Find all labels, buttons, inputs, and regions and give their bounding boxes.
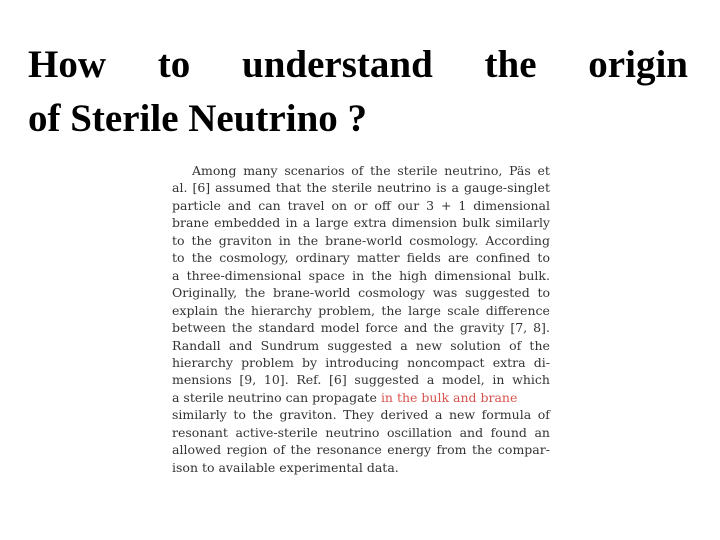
excerpt-word: brane-world	[273, 285, 351, 301]
excerpt-word: [9,	[239, 372, 257, 388]
excerpt-word: force	[365, 320, 398, 336]
excerpt-word: oscillation	[387, 424, 453, 440]
excerpt-line: ison to available experimental data.	[172, 459, 399, 475]
excerpt-word: 3	[426, 197, 435, 213]
excerpt-word: problem,	[318, 302, 376, 318]
excerpt-word: three-dimensional	[186, 267, 302, 283]
excerpt-word: sterile	[331, 180, 373, 196]
slide-title	[28, 38, 688, 146]
excerpt-word: Among	[192, 163, 237, 178]
excerpt-word: region	[226, 442, 268, 458]
excerpt-word: travel	[287, 197, 325, 213]
excerpt-word: 8].	[533, 320, 550, 336]
excerpt-word: off	[374, 197, 391, 213]
excerpt-line	[172, 302, 550, 319]
excerpt-word: the	[224, 302, 245, 318]
excerpt-word: on	[331, 197, 348, 213]
excerpt-word: to	[537, 285, 550, 301]
excerpt-word: the	[290, 442, 312, 458]
excerpt-line	[172, 162, 550, 179]
excerpt-word: [6]	[192, 180, 211, 196]
excerpt-word: sterile	[397, 163, 438, 178]
excerpt-line	[172, 354, 550, 371]
excerpt-word: mensions	[172, 372, 232, 388]
excerpt-word: matter	[356, 250, 400, 266]
excerpt-line	[172, 214, 550, 231]
excerpt-word: gravity	[459, 320, 505, 336]
excerpt-word: standard	[258, 320, 315, 336]
excerpt-word: to	[172, 250, 185, 266]
excerpt-word: neutrino	[377, 180, 432, 196]
excerpt-word: new	[448, 407, 476, 423]
excerpt-word: in	[285, 215, 298, 231]
excerpt-word: is	[436, 180, 447, 196]
excerpt-line	[172, 441, 550, 458]
excerpt-word: the	[252, 407, 273, 423]
excerpt-word: the	[297, 232, 319, 248]
excerpt-word: formula	[481, 407, 532, 423]
excerpt-word: of	[509, 337, 522, 353]
excerpt-word: suggested	[327, 337, 393, 353]
excerpt-word: in	[278, 232, 291, 248]
excerpt-word: Randall	[172, 337, 221, 353]
title-word: to	[157, 43, 191, 86]
excerpt-word: brane	[172, 215, 209, 231]
excerpt-line	[172, 284, 550, 301]
title-word: the	[484, 43, 537, 86]
excerpt-word: from	[436, 442, 467, 458]
excerpt-line	[172, 337, 550, 354]
excerpt-word: Päs	[509, 163, 531, 178]
excerpt-word: hierarchy	[172, 354, 233, 370]
excerpt-word: that	[275, 180, 302, 196]
excerpt-word: brane-world	[325, 232, 403, 248]
excerpt-word: explain	[172, 302, 218, 318]
excerpt-word: introducing	[325, 354, 399, 370]
excerpt-word: the	[371, 267, 392, 283]
excerpt-word: our	[397, 197, 420, 213]
excerpt-word: cosmology,	[219, 250, 289, 266]
excerpt-word: bulk.	[518, 267, 550, 283]
title-word: How	[28, 43, 106, 86]
excerpt-word: model	[320, 320, 360, 336]
excerpt-word: in	[492, 372, 505, 388]
title-word: origin	[588, 43, 688, 86]
excerpt-line: a sterile neutrino can propagate in the bulk and brane	[172, 389, 518, 405]
title-line-1	[28, 38, 688, 92]
excerpt-word: energy	[387, 442, 432, 458]
excerpt-word: found	[490, 424, 527, 440]
excerpt-word: the	[191, 250, 213, 266]
excerpt-word: by	[302, 354, 318, 370]
excerpt-word: are	[447, 250, 469, 266]
excerpt-word: of	[351, 163, 364, 178]
excerpt-line	[172, 232, 550, 249]
excerpt-word: similarly	[495, 215, 550, 231]
excerpt-word: space	[308, 267, 345, 283]
excerpt-word: a	[434, 407, 443, 423]
excerpt-word: [7,	[510, 320, 528, 336]
excerpt-word: new	[415, 337, 443, 353]
excerpt-word: difference	[485, 302, 550, 318]
excerpt-line	[172, 197, 550, 214]
paper-excerpt	[172, 162, 550, 476]
excerpt-word: scale	[447, 302, 480, 318]
excerpt-word: confined	[475, 250, 531, 266]
excerpt-word: a	[451, 180, 459, 196]
excerpt-word: the	[381, 302, 402, 318]
excerpt-word: to	[537, 250, 550, 266]
excerpt-word: and	[228, 337, 253, 353]
excerpt-word: graviton.	[279, 407, 337, 423]
excerpt-word: the	[231, 320, 253, 336]
excerpt-word: and	[227, 197, 252, 213]
excerpt-word: a	[172, 267, 180, 283]
excerpt-word: and	[459, 424, 484, 440]
excerpt-word: an	[534, 424, 550, 440]
highlighted-phrase: in the bulk and brane	[380, 389, 518, 405]
title-word: understand	[242, 43, 433, 86]
excerpt-word: dimensional	[473, 197, 550, 213]
excerpt-line	[172, 249, 550, 266]
excerpt-word: to	[233, 407, 246, 423]
excerpt-word: large	[315, 215, 349, 231]
excerpt-word: scenarios	[284, 163, 345, 178]
excerpt-word: the	[191, 232, 212, 248]
excerpt-word: dimensional	[434, 267, 512, 283]
excerpt-word: resonance	[316, 442, 382, 458]
excerpt-word: and	[403, 320, 428, 336]
excerpt-word: was	[432, 285, 458, 301]
excerpt-word: of	[272, 442, 286, 458]
excerpt-word: the	[306, 180, 327, 196]
excerpt-word: suggested	[354, 372, 420, 388]
excerpt-word: According	[485, 232, 550, 248]
excerpt-word: hierarchy	[251, 302, 312, 318]
excerpt-word: assumed	[215, 180, 271, 196]
excerpt-word: +	[440, 197, 452, 213]
excerpt-word: Sundrum	[260, 337, 320, 353]
excerpt-word: the	[370, 163, 391, 178]
excerpt-word: ordinary	[295, 250, 350, 266]
excerpt-word: a	[302, 215, 311, 231]
excerpt-word: allowed	[172, 442, 222, 458]
excerpt-word: many	[243, 163, 278, 178]
excerpt-word: cosmology	[358, 285, 425, 301]
excerpt-word: gauge-singlet	[463, 180, 550, 196]
excerpt-word: graviton	[218, 232, 272, 248]
excerpt-word: noncompact	[407, 354, 485, 370]
excerpt-word: to	[172, 232, 185, 248]
excerpt-word: Originally,	[172, 285, 238, 301]
excerpt-word: large	[408, 302, 441, 318]
excerpt-word: the	[244, 285, 266, 301]
excerpt-word: or	[353, 197, 368, 213]
excerpt-word: neutrino,	[444, 163, 503, 178]
excerpt-word: bulk	[462, 215, 490, 231]
excerpt-word: cosmology.	[409, 232, 479, 248]
excerpt-word: extra	[353, 215, 387, 231]
excerpt-word: neutrino	[325, 424, 380, 440]
excerpt-line	[172, 179, 550, 196]
excerpt-word: 1	[458, 197, 467, 213]
excerpt-word: suggested	[465, 285, 530, 301]
excerpt-word: in	[352, 267, 365, 283]
excerpt-word: fields	[406, 250, 441, 266]
excerpt-word: embedded	[214, 215, 281, 231]
excerpt-word: dimension	[391, 215, 458, 231]
excerpt-word: the	[529, 337, 550, 353]
excerpt-word: extra	[492, 354, 526, 370]
excerpt-word: which	[512, 372, 550, 388]
excerpt-line	[172, 319, 550, 336]
excerpt-word: the	[471, 442, 493, 458]
excerpt-word: derived	[380, 407, 429, 423]
excerpt-word: between	[172, 320, 226, 336]
excerpt-word: of	[537, 407, 550, 423]
excerpt-word: resonant	[172, 424, 228, 440]
excerpt-word: a	[400, 337, 408, 353]
excerpt-word: [6]	[329, 372, 347, 388]
excerpt-word: They	[343, 407, 374, 423]
excerpt-word: problem	[241, 354, 294, 370]
excerpt-line	[172, 371, 550, 388]
excerpt-line	[172, 267, 550, 284]
excerpt-word: high	[399, 267, 428, 283]
excerpt-word: compar-	[497, 442, 550, 458]
excerpt-word: 10].	[263, 372, 289, 388]
excerpt-word: di-	[533, 354, 550, 370]
title-line-2: of Sterile Neutrino ?	[28, 97, 368, 140]
excerpt-word: a	[426, 372, 435, 388]
excerpt-word: can	[258, 197, 281, 213]
excerpt-word: Ref.	[296, 372, 322, 388]
excerpt-word: solution	[450, 337, 501, 353]
excerpt-line	[172, 424, 550, 441]
excerpt-line	[172, 406, 550, 423]
excerpt-word: particle	[172, 197, 221, 213]
excerpt-word: model,	[441, 372, 485, 388]
excerpt-word: the	[433, 320, 454, 336]
excerpt-word: et	[537, 163, 550, 178]
excerpt-word: active-sterile	[235, 424, 318, 440]
excerpt-word: al.	[172, 180, 188, 196]
excerpt-word: similarly	[172, 407, 227, 423]
